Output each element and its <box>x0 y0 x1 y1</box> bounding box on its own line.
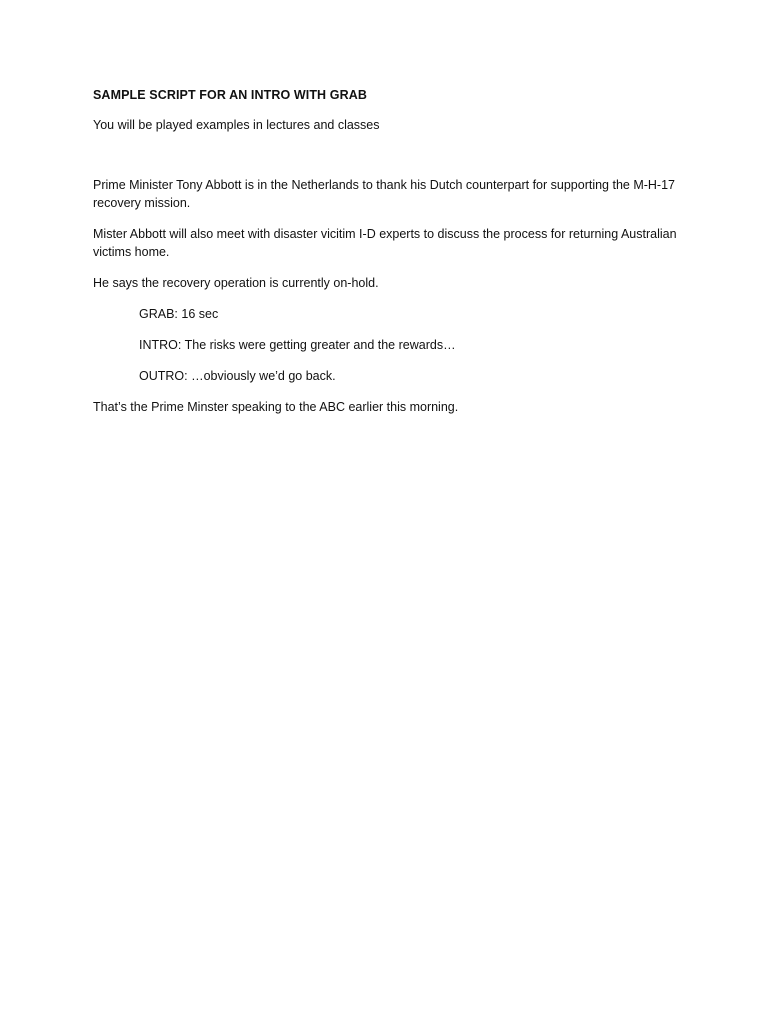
script-paragraph-1: Prime Minister Tony Abbott is in the Netherlands to thank his Dutch counterpart for supporting the M-H-17 recovery mission. <box>93 178 676 210</box>
script-paragraph-3: He says the recovery operation is currently on-hold. <box>93 276 379 290</box>
grab-duration: GRAB: 16 sec <box>139 307 219 321</box>
grab-outro-cue: OUTRO: …obviously we’d go back. <box>139 369 336 383</box>
document-title: SAMPLE SCRIPT FOR AN INTRO WITH GRAB <box>93 88 367 102</box>
closing-paragraph: That’s the Prime Minster speaking to the ABC earlier this morning. <box>93 400 459 414</box>
document-subtitle: You will be played examples in lectures and classes <box>93 118 380 132</box>
document-body <box>93 86 693 416</box>
script-paragraph-2: Mister Abbott will also meet with disaster vicitim I-D experts to discuss the process for returning Australian victims home. <box>93 227 677 259</box>
grab-intro-cue: INTRO: The risks were getting greater and the rewards… <box>139 338 456 352</box>
